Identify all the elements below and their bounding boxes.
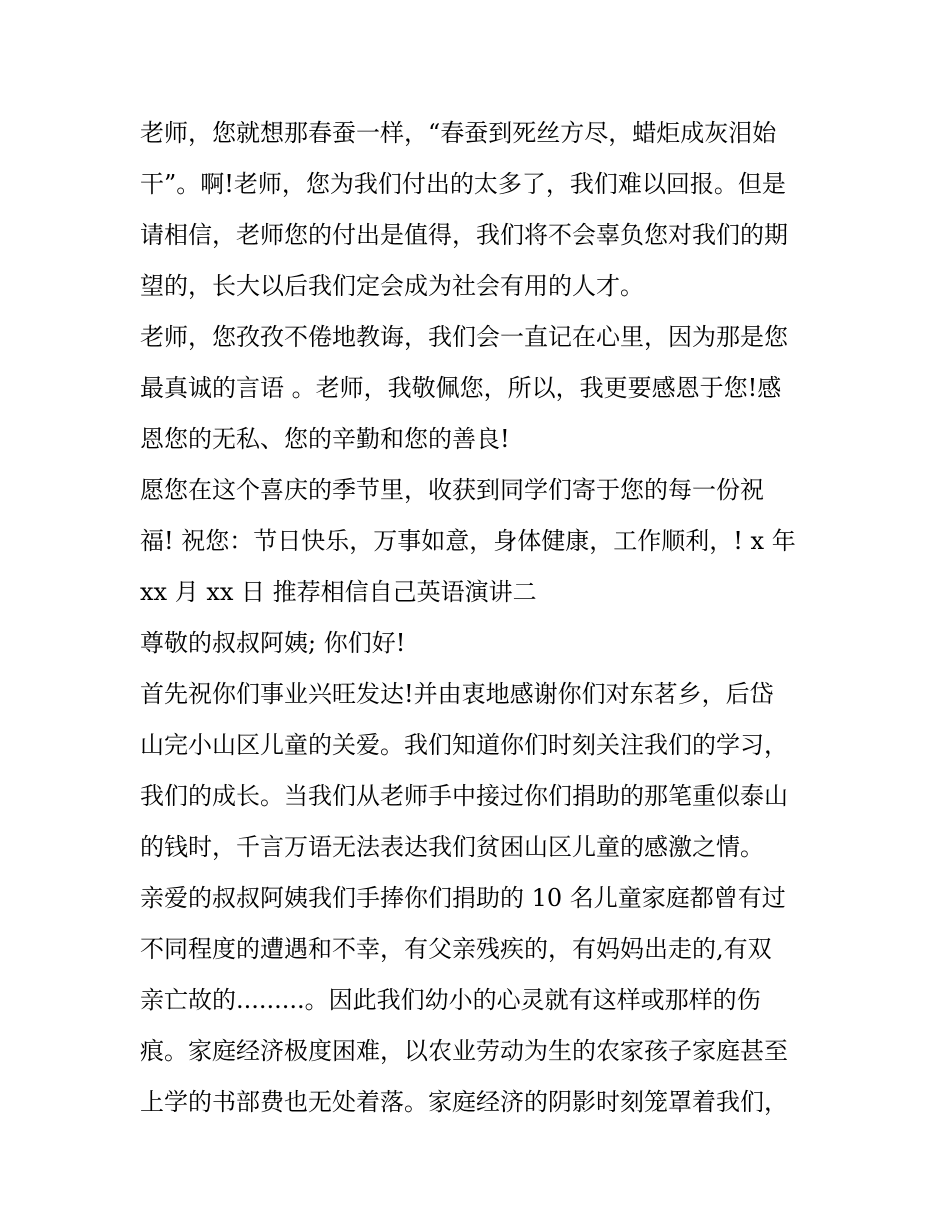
text-line: 的钱时，千言万语无法表达我们贫困山区儿童的感激之情。 (140, 833, 764, 861)
text-line: xx 月 xx 日 推荐相信自己英语演讲二 (140, 578, 537, 606)
text-line: 亲亡故的.........。因此我们幼小的心灵就有这样或那样的伤 (140, 986, 761, 1014)
text-line: 老师，您孜孜不倦地教诲，我们会一直记在心里，因为那是您 (140, 323, 788, 351)
text-line: 痕。家庭经济极度困难，以农业劳动为生的农家孩子家庭甚至 (140, 1037, 788, 1065)
text-line: 福! 祝您：节日快乐，万事如意，身体健康，工作顺利，! x 年 (140, 527, 796, 555)
text-line: 望的，长大以后我们定会成为社会有用的人才。 (140, 272, 644, 300)
document-body (140, 108, 830, 1128)
text-line: 老师，您就想那春蚕一样，“春蚕到死丝方尽，蜡炬成灰泪始 (140, 119, 777, 147)
text-line: 请相信，老师您的付出是值得，我们将不会辜负您对我们的期 (140, 221, 788, 249)
text-line: 尊敬的叔叔阿姨; 你们好! (140, 629, 406, 657)
text-line: 不同程度的遭遇和不幸，有父亲残疾的，有妈妈出走的,有双 (140, 935, 772, 963)
text-line: 山完小山区儿童的关爱。我们知道你们时刻关注我们的学习， (140, 731, 788, 759)
text-line: 首先祝你们事业兴旺发达!并由衷地感谢你们对东茗乡，后岱 (140, 680, 774, 708)
text-line: 最真诚的言语 。老师，我敬佩您，所以，我更要感恩于您!感 (140, 374, 782, 402)
text-line: 恩您的无私、您的辛勤和您的善良! (140, 425, 510, 453)
text-line: 我们的成长。当我们从老师手中接过你们捐助的那笔重似泰山 (140, 782, 788, 810)
text-line: 愿您在这个喜庆的季节里，收获到同学们寄于您的每一份祝 (140, 476, 764, 504)
text-line: 上学的书部费也无处着落。家庭经济的阴影时刻笼罩着我们， (140, 1088, 788, 1116)
text-line: 干”。啊!老师，您为我们付出的太多了，我们难以回报。但是 (140, 170, 786, 198)
text-line: 亲爱的叔叔阿姨我们手捧你们捐助的 10 名儿童家庭都曾有过 (140, 884, 786, 912)
